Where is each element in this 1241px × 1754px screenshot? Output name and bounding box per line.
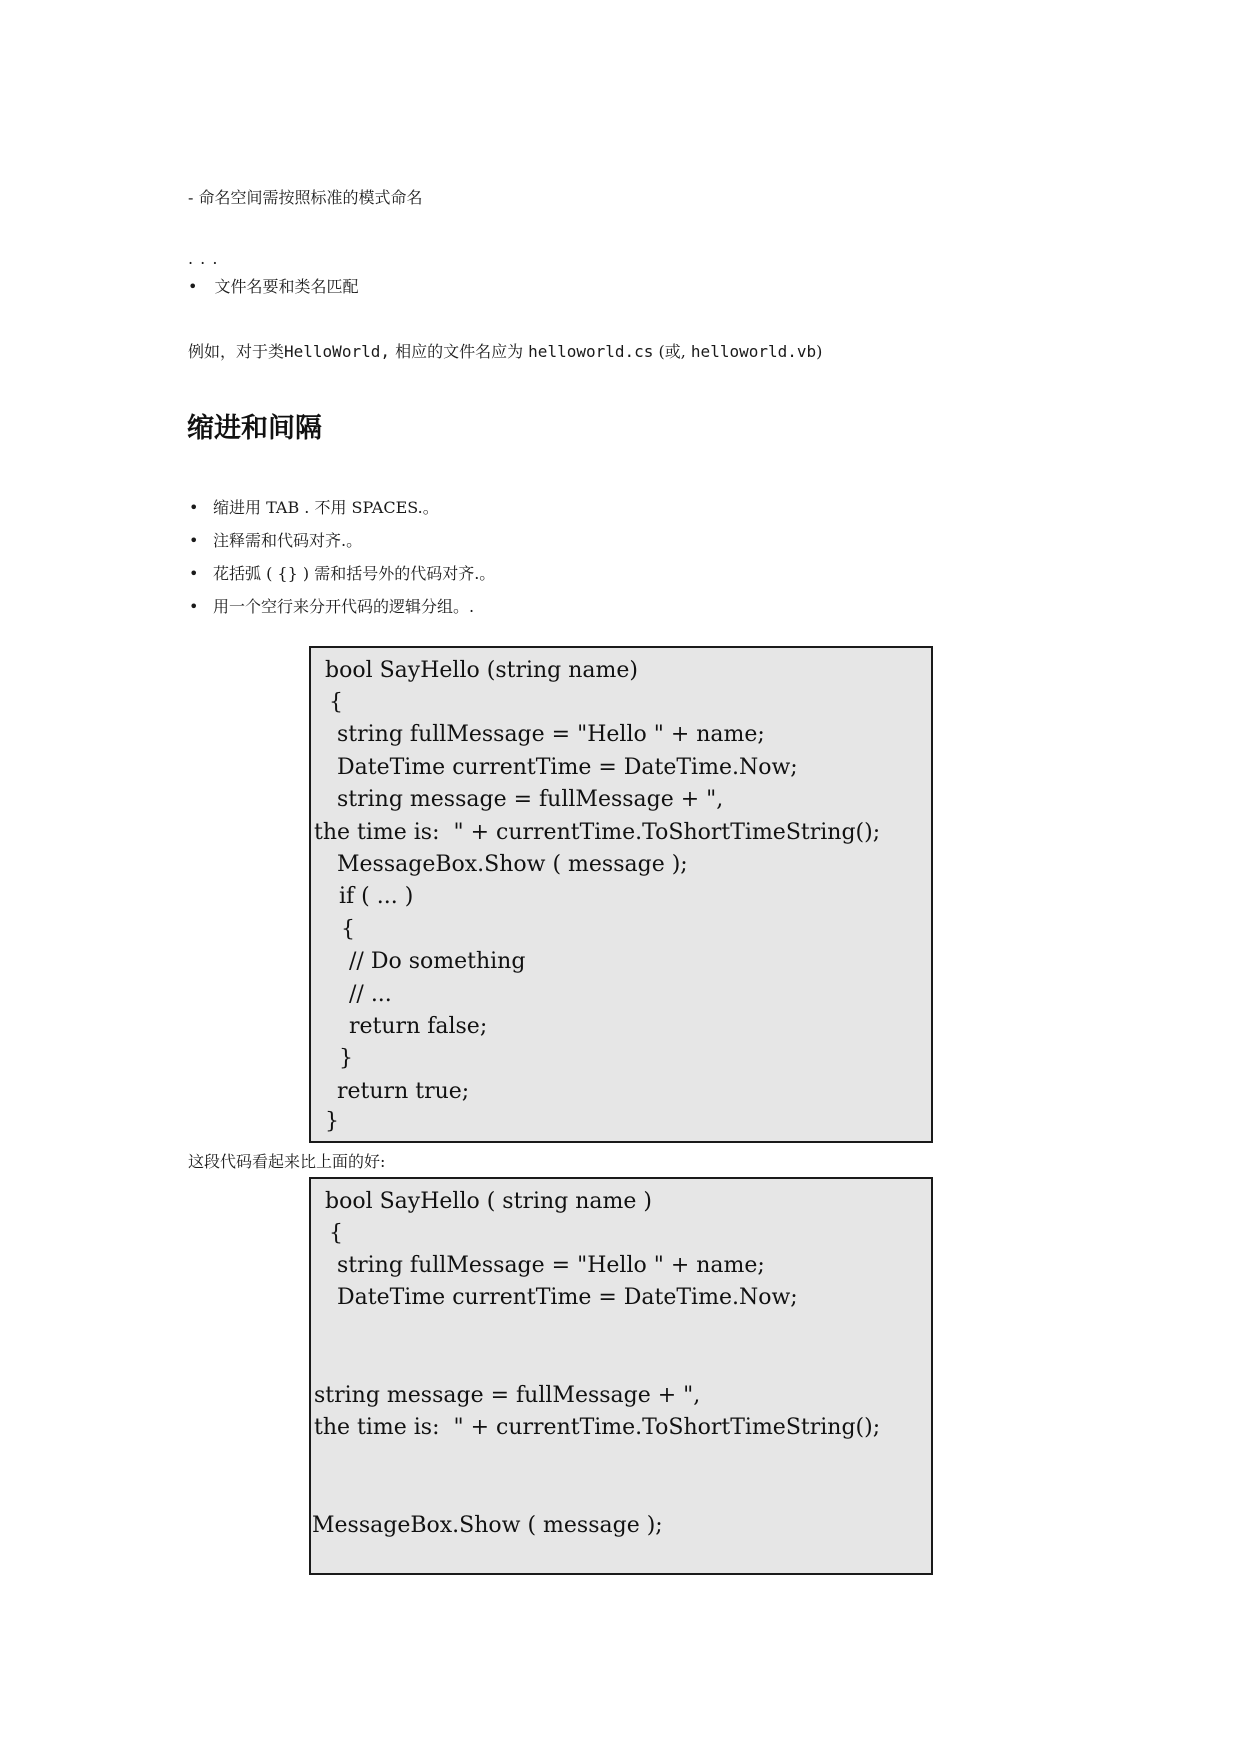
indentation-rules-list [188, 497, 495, 629]
code-line: { [329, 1221, 343, 1246]
section-heading: 缩进和间隔 [187, 413, 322, 444]
example-class: HelloWorld, [284, 342, 390, 361]
code-line: { [329, 690, 343, 715]
code-line: bool SayHello ( string name ) [325, 1189, 652, 1214]
code-block-bad [309, 646, 933, 1143]
rule-text: 用一个空行来分开代码的逻辑分组。. [213, 597, 475, 616]
rule-text: 注释需和代码对齐.。 [213, 531, 363, 550]
code-line: the time is: " + currentTime.ToShortTimeString(); [314, 820, 881, 845]
rule-text: 缩进用 TAB . 不用 SPACES.。 [213, 498, 439, 517]
list-item [188, 596, 495, 629]
code-line: // Do something [349, 949, 526, 974]
bullet-dot: • [189, 531, 199, 550]
code-line: MessageBox.Show ( message ); [337, 852, 688, 877]
bullet-dot: • [189, 498, 199, 517]
code-line: // ... [349, 982, 392, 1007]
code-line: string fullMessage = "Hello " + name; [337, 1253, 765, 1278]
example-prefix: 例如，对于类 [188, 342, 285, 361]
code-line: the time is: " + currentTime.ToShortTimeString(); [314, 1415, 881, 1440]
code-line: MessageBox.Show ( message ); [312, 1513, 663, 1538]
code-line: } [325, 1109, 339, 1134]
comparison-caption: 这段代码看起来比上面的好: [188, 1152, 386, 1171]
ellipsis: . . . [188, 249, 219, 268]
code-line: string message = fullMessage + ", [337, 787, 724, 812]
code-line: return false; [349, 1014, 488, 1039]
example-file-vb: helloworld.vb [690, 342, 817, 361]
file-name-bullet [188, 276, 359, 298]
example-close: ) [816, 342, 823, 361]
bullet-dot: • [188, 277, 198, 296]
code-line: string message = fullMessage + ", [314, 1383, 701, 1408]
example-or: (或, [653, 342, 691, 361]
code-line: DateTime currentTime = DateTime.Now; [337, 1285, 798, 1310]
code-line: return true; [337, 1079, 470, 1104]
list-item [188, 530, 495, 563]
code-block-good [309, 1177, 933, 1575]
list-item [188, 563, 495, 596]
example-file-cs: helloworld.cs [528, 342, 654, 361]
code-line: bool SayHello (string name) [325, 658, 638, 683]
file-name-example [188, 341, 822, 363]
example-middle: 相应的文件名应为 [389, 342, 529, 361]
code-line: { [341, 917, 355, 942]
namespace-note: - 命名空间需按照标准的模式命名 [188, 188, 423, 207]
code-line: string fullMessage = "Hello " + name; [337, 722, 765, 747]
code-line: DateTime currentTime = DateTime.Now; [337, 755, 798, 780]
bullet-dot: • [189, 597, 199, 616]
list-item [188, 497, 495, 530]
file-name-bullet-text: 文件名要和类名匹配 [214, 277, 359, 296]
code-line: if ( ... ) [339, 884, 414, 909]
rule-text: 花括弧 ( {} ) 需和括号外的代码对齐.。 [213, 564, 496, 583]
code-line: } [339, 1046, 353, 1071]
bullet-dot: • [189, 564, 199, 583]
